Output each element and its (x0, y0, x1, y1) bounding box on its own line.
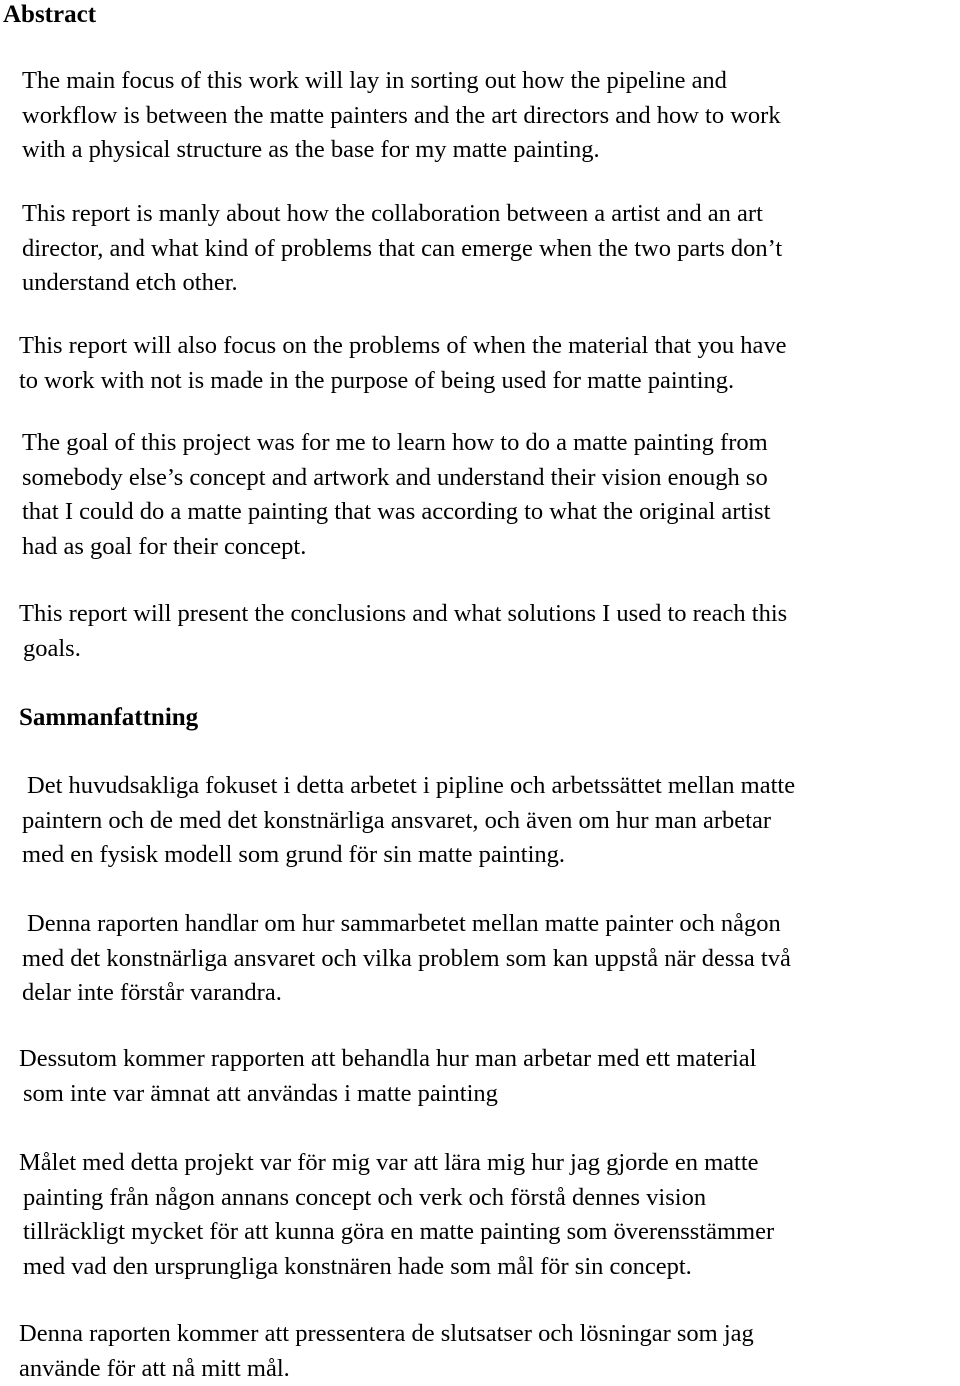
text-line: med vad den ursprungliga konstnären hade som mål för sin concept. (19, 1250, 774, 1285)
text-line: som inte var ämnat att användas i matte painting (19, 1077, 756, 1112)
text-line: Denna raporten handlar om hur sammarbetet mellan matte painter och någon (22, 907, 791, 942)
text-line: somebody else’s concept and artwork and understand their vision enough so (22, 461, 770, 496)
text-line: med en fysisk modell som grund för sin matte painting. (22, 838, 795, 873)
text-line: understand etch other. (22, 266, 782, 301)
sammanfattning-paragraph-3 (19, 1042, 756, 1111)
text-line: Det huvudsakliga fokuset i detta arbetet i pipline och arbetssättet mellan matte (22, 769, 795, 804)
text-line: paintern och de med det konstnärliga ansvaret, och även om hur man arbetar (22, 804, 795, 839)
text-line: had as goal for their concept. (22, 530, 770, 565)
text-line: tillräckligt mycket för att kunna göra en matte painting som överensstämmer (19, 1215, 774, 1250)
abstract-paragraph-2 (22, 197, 782, 301)
text-line: with a physical structure as the base for my matte painting. (22, 133, 781, 168)
abstract-heading: Abstract (3, 0, 96, 30)
sammanfattning-paragraph-5 (19, 1317, 754, 1386)
sammanfattning-heading: Sammanfattning (19, 703, 198, 733)
text-line: This report will also focus on the problems of when the material that you have (19, 329, 786, 364)
text-line: Dessutom kommer rapporten att behandla hur man arbetar med ett material (19, 1042, 756, 1077)
text-line: Denna raporten kommer att pressentera de slutsatser och lösningar som jag (19, 1317, 754, 1352)
text-line: painting från någon annans concept och verk och förstå dennes vision (19, 1181, 774, 1216)
text-line: This report will present the conclusions and what solutions I used to reach this (19, 597, 787, 632)
sammanfattning-paragraph-2 (22, 907, 791, 1011)
text-line: director, and what kind of problems that can emerge when the two parts don’t (22, 232, 782, 267)
text-line: This report is manly about how the collaboration between a artist and an art (22, 197, 782, 232)
sammanfattning-paragraph-4 (19, 1146, 774, 1284)
abstract-paragraph-5 (19, 597, 787, 666)
text-line: to work with not is made in the purpose of being used for matte painting. (19, 364, 786, 399)
text-line: Målet med detta projekt var för mig var att lära mig hur jag gjorde en matte (19, 1146, 774, 1181)
text-line: med det konstnärliga ansvaret och vilka problem som kan uppstå när dessa två (22, 942, 791, 977)
abstract-paragraph-4 (22, 426, 770, 564)
sammanfattning-paragraph-1 (22, 769, 795, 873)
text-line: The main focus of this work will lay in sorting out how the pipeline and (22, 64, 781, 99)
text-line: använde för att nå mitt mål. (19, 1352, 754, 1386)
abstract-paragraph-3 (19, 329, 786, 398)
text-line: delar inte förstår varandra. (22, 976, 791, 1011)
abstract-paragraph-1 (22, 64, 781, 168)
text-line: workflow is between the matte painters and the art directors and how to work (22, 99, 781, 134)
text-line: that I could do a matte painting that was according to what the original artist (22, 495, 770, 530)
text-line: The goal of this project was for me to learn how to do a matte painting from (22, 426, 770, 461)
text-line: goals. (19, 632, 787, 667)
